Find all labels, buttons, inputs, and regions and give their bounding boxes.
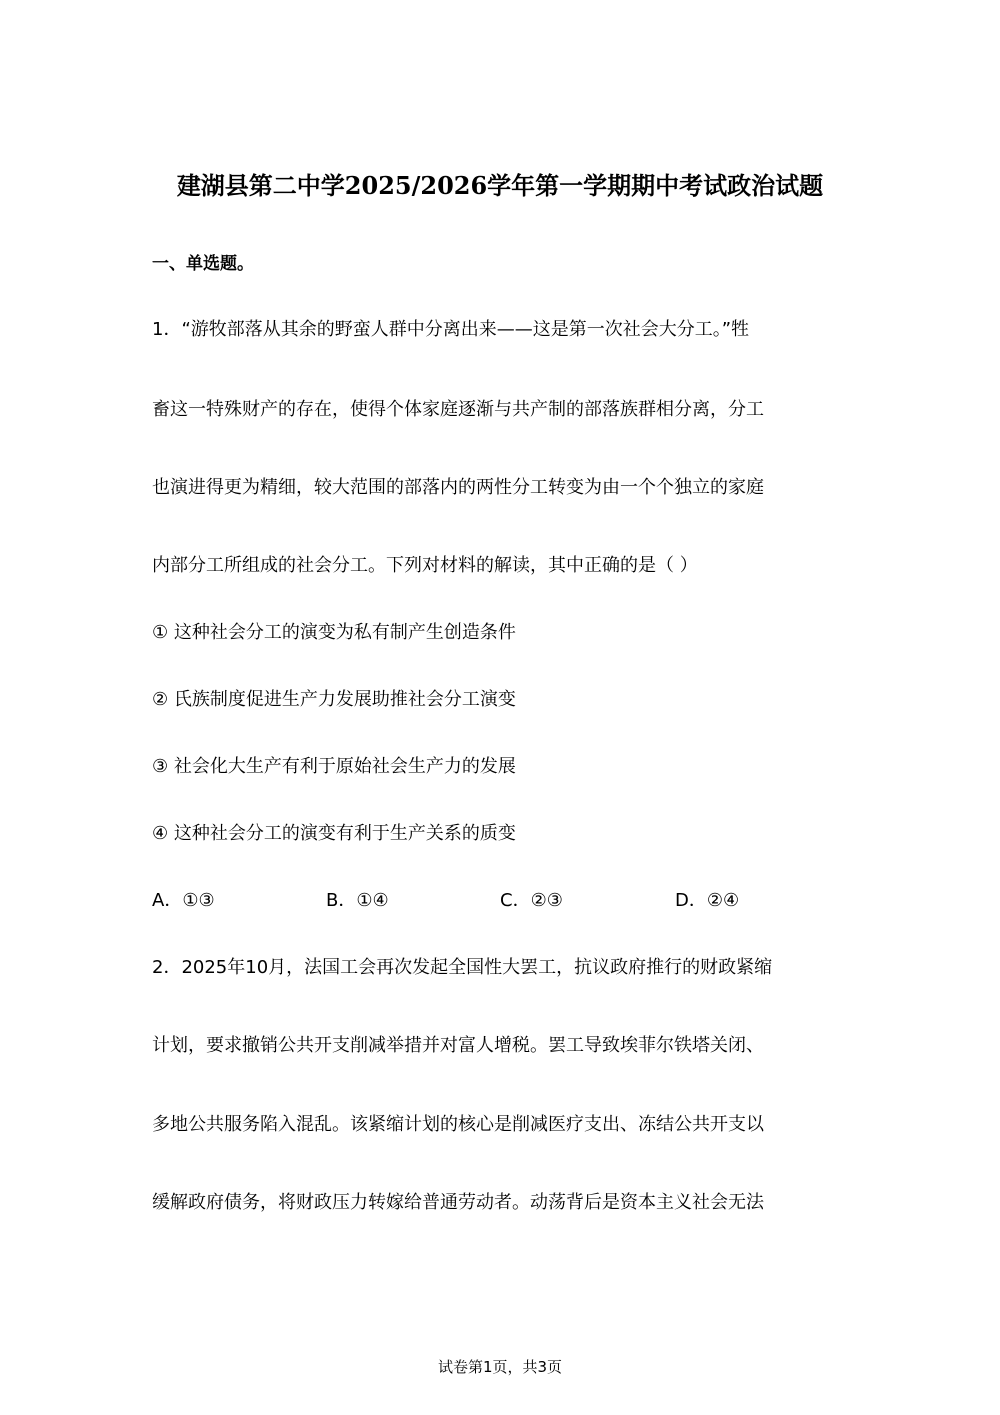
page-footer: 试卷第1页，共3页 xyxy=(437,1358,563,1376)
q1-statement: ④ 这种社会分工的演变有利于生产关系的质变 xyxy=(152,823,516,844)
q1-option-c: C．②③ xyxy=(500,890,563,911)
q1-statement: ① 这种社会分工的演变为私有制产生创造条件 xyxy=(152,622,516,643)
q1-statement: ② 氏族制度促进生产力发展助推社会分工演变 xyxy=(152,689,516,710)
q1-option-d: D．②④ xyxy=(675,890,740,911)
q1-option-b: B．①④ xyxy=(326,890,389,911)
q1-text-line: 畜这一特殊财产的存在，使得个体家庭逐渐与共产制的部落族群相分离，分工 xyxy=(152,399,764,420)
q1-text-line: 1．“游牧部落从其余的野蛮人群中分离出来——这是第一次社会大分工。”牲 xyxy=(152,319,750,340)
q1-option-a: A．①③ xyxy=(152,890,215,911)
q1-text-line: 内部分工所组成的社会分工。下列对材料的解读，其中正确的是（ ） xyxy=(152,555,698,576)
q2-text-line: 多地公共服务陷入混乱。该紧缩计划的核心是削减医疗支出、冻结公共开支以 xyxy=(152,1114,764,1135)
q1-text-line: 也演进得更为精细，较大范围的部落内的两性分工转变为由一个个独立的家庭 xyxy=(152,477,764,498)
q2-text-line: 计划，要求撤销公共开支削减举措并对富人增税。罢工导致埃菲尔铁塔关闭、 xyxy=(152,1035,764,1056)
q2-text-line: 缓解政府债务，将财政压力转嫁给普通劳动者。动荡背后是资本主义社会无法 xyxy=(152,1192,764,1213)
q2-text-line: 2．2025年10月，法国工会再次发起全国性大罢工，抗议政府推行的财政紧缩 xyxy=(152,957,773,978)
exam-title: 建湖县第二中学2025/2026学年第一学期期中考试政治试题 xyxy=(176,171,824,200)
section-heading: 一、单选题。 xyxy=(152,254,254,274)
q1-statement: ③ 社会化大生产有利于原始社会生产力的发展 xyxy=(152,756,516,777)
